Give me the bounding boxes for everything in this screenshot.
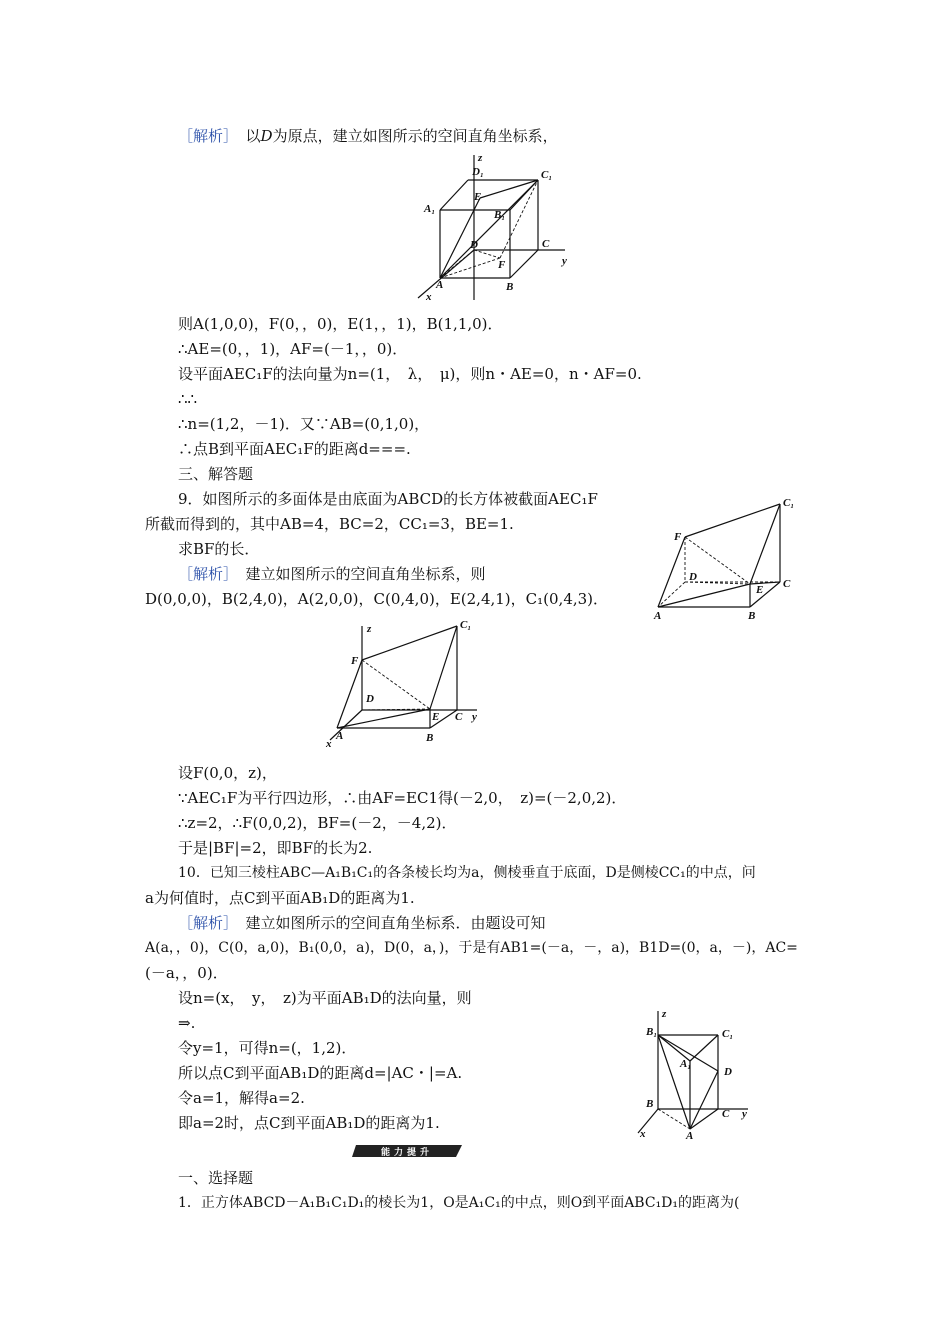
fig3-C1: C₁ [460, 619, 472, 631]
l4: 设平面AEC₁F的法向量为n=(1， λ， μ)，则n・AE=0，n・AF=0. [178, 365, 642, 383]
fig4-x: x [640, 1128, 646, 1140]
l6: ∴n=(1,2，－1)．又∵AB=(0,1,0)， [178, 415, 430, 433]
l9: 9．如图所示的多面体是由底面为ABCD的长方体被截面AEC₁F [178, 490, 598, 508]
fig1-x: x [426, 291, 432, 303]
l13: D(0,0,0)，B(2,4,0)，A(2,0,0)，C(0,4,0)，E(2,4,1)，C₁(0,4,3)． [145, 590, 609, 608]
l21: A(a，，0)，C(0，a,0)，B₁(0,0，a)，D(0，a，)，于是有AB1=(－a，－，a)，B1D=(0，a，－)，AC= [145, 940, 798, 956]
l19: a为何值时，点C到平面AB₁D的距离为1. [145, 889, 415, 907]
l22: (－a，，0)． [145, 964, 228, 982]
fig3-x: x [326, 738, 332, 750]
l24: ⇒. [178, 1014, 196, 1032]
fig3-y: y [472, 711, 477, 723]
fig3-z: z [367, 623, 372, 635]
banner-text: 能力提升 [380, 1148, 434, 1158]
l1 [178, 126, 558, 146]
fig2-D: D [689, 571, 697, 583]
fig2-E: E [756, 584, 764, 596]
fig1-F: F [498, 259, 506, 271]
l20 [178, 913, 546, 933]
fig1-D1: D₁ [472, 166, 484, 178]
fig2-B: B [748, 610, 756, 622]
fig3-C: C [455, 711, 463, 723]
fig3-B: B [426, 732, 434, 744]
fig2-F: F [674, 531, 682, 543]
l8: 三、解答题 [178, 465, 254, 483]
fig4-y: y [742, 1108, 747, 1120]
l2: 则A(1,0,0)，F(0，，0)，E(1，，1)，B(1,1,0)． [178, 315, 503, 333]
l5: ∴∴ [178, 390, 198, 408]
fig1-C: C [542, 238, 550, 250]
fig2-A: A [654, 610, 662, 622]
l7: ∴点B到平面AEC₁F的距离d===. [178, 440, 411, 458]
fig1-D: D [470, 239, 478, 251]
fig4-B1: B₁ [646, 1026, 658, 1038]
l28: 即a=2时，点C到平面AB₁D的距离为1. [178, 1114, 440, 1132]
l1-text: 以D为原点，建立如图所示的空间直角坐标系， [230, 127, 558, 145]
fig4-A: A [686, 1130, 694, 1140]
figure-cube [410, 150, 585, 305]
fig4-C: C [722, 1108, 730, 1120]
figure-prism [630, 1005, 760, 1140]
jiexi-tag: ［解析］ [178, 127, 231, 145]
fig1-A: A [436, 279, 444, 291]
jiexi-tag-3: ［解析］ [178, 914, 231, 932]
l20-text: 建立如图所示的空间直角坐标系．由题设可知 [230, 914, 546, 932]
fig1-z: z [478, 152, 483, 164]
fig3-D: D [366, 693, 374, 705]
fig2-C1: C₁ [783, 497, 795, 509]
fig4-B: B [646, 1098, 654, 1110]
l12-text: 建立如图所示的空间直角坐标系，则 [230, 565, 486, 583]
l18: 10．已知三棱柱ABC—A₁B₁C₁的各条棱长均为a，侧棱垂直于底面，D是侧棱CC₁的中点，问 [178, 865, 756, 881]
jiexi-tag-2: ［解析］ [178, 565, 231, 583]
l26: 所以点C到平面AB₁D的距离d=|AC・|=A. [178, 1064, 463, 1082]
fig4-C1: C₁ [722, 1028, 734, 1040]
l23: 设n=(x， y， z)为平面AB₁D的法向量，则 [178, 989, 472, 1007]
fig4-D: D [724, 1066, 732, 1078]
figure-polyhedron-coords [322, 616, 487, 750]
l15: ∵AEC₁F为平行四边形，∴由AF=EC1得(－2,0， z)=(－2,0,2)． [178, 789, 627, 807]
l11: 求BF的长． [178, 540, 260, 558]
fig1-B1: B₁ [494, 209, 506, 221]
l27: 令a=1，解得a=2. [178, 1089, 305, 1107]
fig1-A1: A₁ [424, 203, 436, 215]
l12 [178, 564, 486, 584]
fig4-z: z [662, 1008, 667, 1020]
l29: 一、选择题 [178, 1169, 254, 1187]
fig1-y: y [562, 255, 567, 267]
l3: ∴AE=(0，，1)，AF=(－1，，0)． [178, 340, 408, 358]
l16: ∴z=2，∴F(0,0,2)，BF=(－2，－4,2)． [178, 814, 457, 832]
fig1-C1: C₁ [541, 169, 553, 181]
fig4-A1: A₁ [680, 1058, 692, 1070]
figure-polyhedron [650, 492, 800, 624]
fig3-F: F [351, 655, 359, 667]
l17: 于是|BF|=2，即BF的长为2. [178, 839, 373, 857]
fig1-B: B [506, 281, 514, 293]
l30: 1．正方体ABCD－A₁B₁C₁D₁的棱长为1，O是A₁C₁的中点，则O到平面ABC₁D₁的距离为( [178, 1195, 740, 1211]
ability-banner [352, 1144, 462, 1158]
fig1-E: E [474, 191, 482, 203]
fig3-E: E [432, 711, 440, 723]
fig3-A: A [336, 730, 344, 742]
l25: 令y=1，可得n=(，1,2)． [178, 1039, 357, 1057]
l14: 设F(0,0，z)， [178, 764, 277, 782]
l10: 所截而得到的，其中AB=4，BC=2，CC₁=3，BE=1. [145, 515, 514, 533]
fig2-C: C [783, 578, 791, 590]
